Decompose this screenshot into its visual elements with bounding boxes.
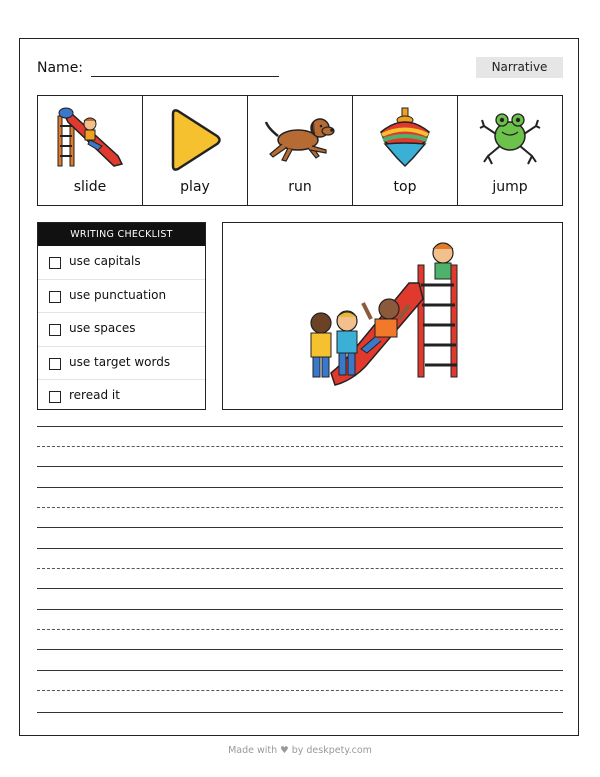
checkbox[interactable] (49, 257, 61, 269)
checklist-item-punctuation[interactable] (38, 280, 205, 314)
word-card-top (353, 96, 458, 205)
checkbox[interactable] (49, 391, 61, 403)
checklist-item-label: use capitals (69, 254, 141, 268)
checkbox[interactable] (49, 358, 61, 370)
word-label-play: play (180, 179, 210, 195)
word-card-run (248, 96, 353, 205)
writing-midline (37, 629, 563, 630)
checklist-title: WRITING CHECKLIST (38, 223, 205, 246)
writing-line[interactable] (37, 548, 563, 549)
checklist-item-label: use punctuation (69, 287, 167, 302)
checkbox[interactable] (49, 291, 61, 303)
spinning-top-icon (365, 106, 445, 174)
word-label-top: top (393, 179, 417, 195)
word-card-jump (458, 96, 562, 205)
checkbox[interactable] (49, 324, 61, 336)
checklist-item-label: reread it (69, 388, 120, 402)
name-field[interactable] (91, 76, 279, 77)
word-card-slide (38, 96, 143, 205)
kids-on-slide-picture (223, 223, 562, 409)
writing-midline (37, 446, 563, 447)
writing-line[interactable] (37, 588, 563, 589)
writing-line[interactable] (37, 487, 563, 488)
word-label-jump: jump (492, 179, 528, 195)
name-label: Name: (37, 60, 84, 76)
genre-badge: Narrative (476, 57, 563, 78)
slide-icon (50, 106, 130, 174)
word-label-slide: slide (73, 179, 107, 195)
word-label-run: run (288, 179, 312, 195)
writing-midline (37, 568, 563, 569)
word-bank (37, 95, 563, 206)
writing-line[interactable] (37, 466, 563, 467)
checklist-item-label: use target words (69, 354, 171, 369)
writing-midline (37, 507, 563, 508)
writing-line[interactable] (37, 426, 563, 427)
footer-made-with: Made with (228, 745, 278, 756)
footer (0, 745, 600, 756)
writing-checklist (37, 222, 206, 410)
picture-prompt (222, 222, 563, 410)
writing-line[interactable] (37, 527, 563, 528)
word-card-play (143, 96, 248, 205)
writing-line[interactable] (37, 609, 563, 610)
footer-credit: by deskpety.com (291, 745, 372, 756)
writing-line[interactable] (37, 649, 563, 650)
dog-running-icon (260, 106, 340, 174)
heart-icon: ♥ (280, 745, 289, 756)
writing-midline (37, 690, 563, 691)
frog-jumping-icon (470, 106, 550, 174)
checklist-item-capitals[interactable] (38, 246, 205, 280)
writing-line[interactable] (37, 712, 563, 713)
checklist-item-reread[interactable] (38, 380, 205, 413)
checklist-item-target-words[interactable] (38, 347, 205, 381)
play-icon (155, 106, 235, 174)
writing-line[interactable] (37, 670, 563, 671)
checklist-item-spaces[interactable] (38, 313, 205, 347)
checklist-item-label: use spaces (69, 321, 136, 335)
